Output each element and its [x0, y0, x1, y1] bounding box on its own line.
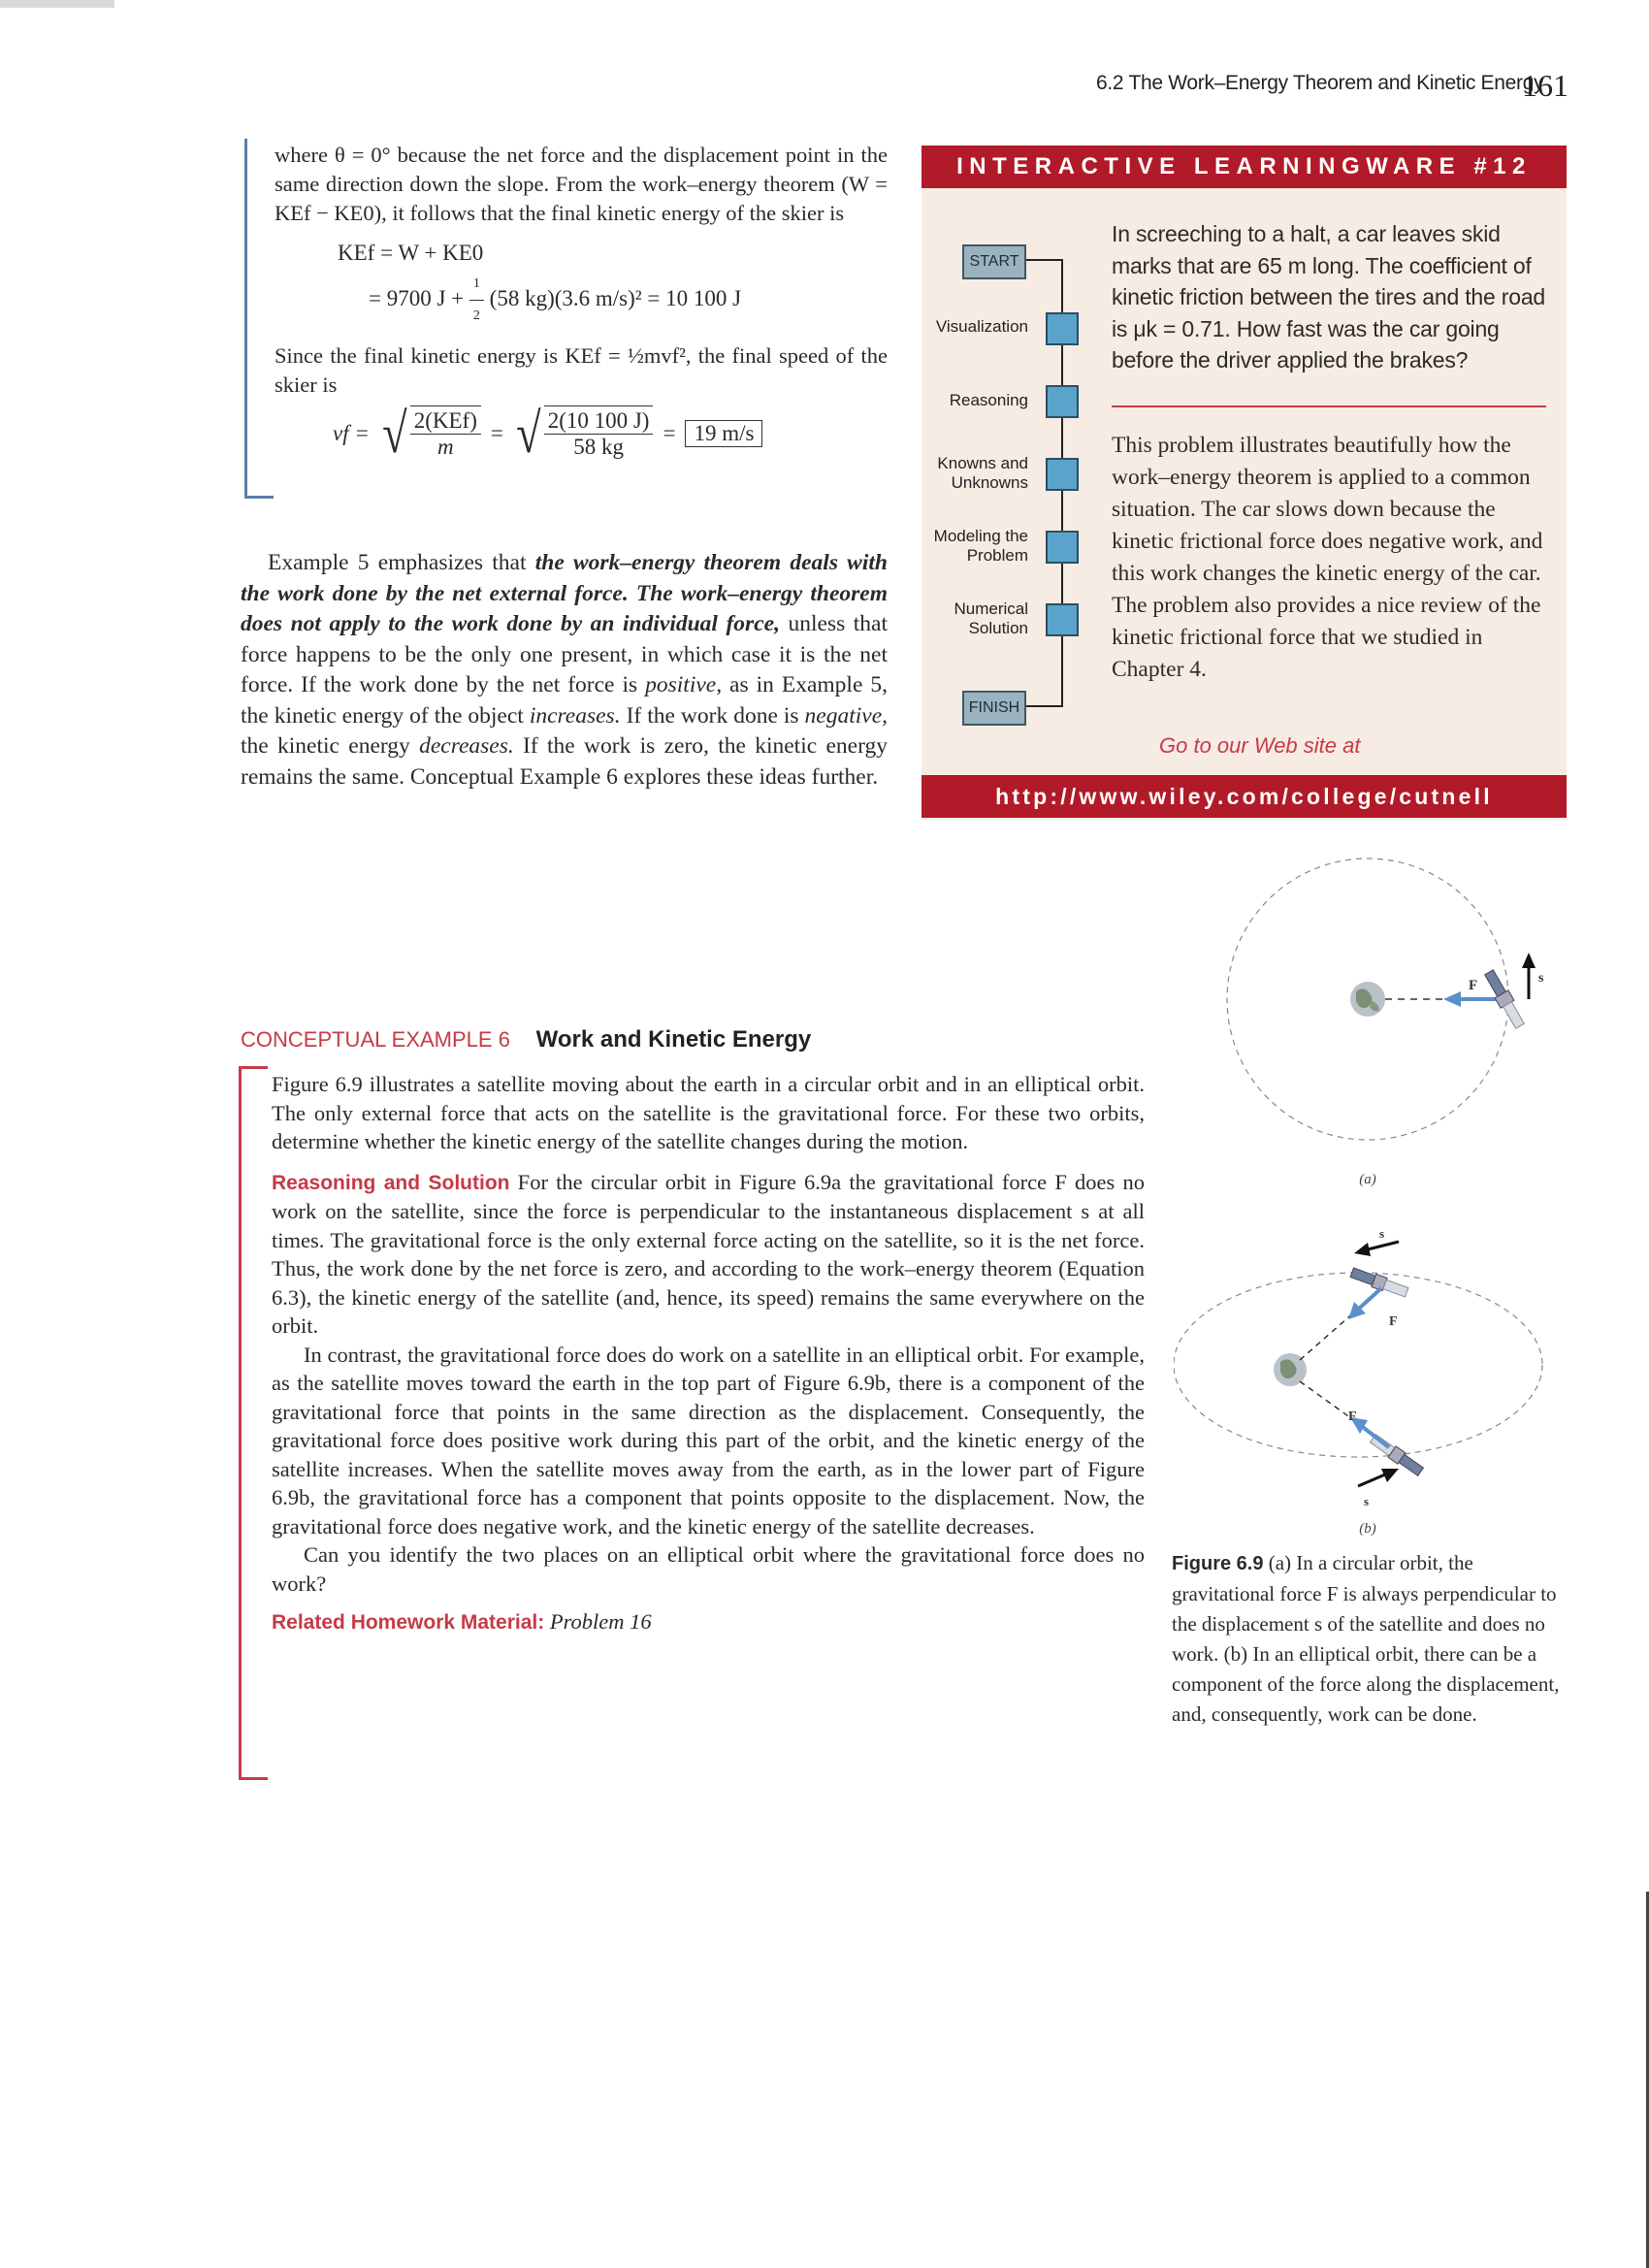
flow-label-knowns: Knowns and Unknowns — [937, 454, 1028, 492]
page-number: 161 — [1522, 68, 1568, 103]
flow-label-numerical: Numerical Solution — [954, 599, 1028, 637]
figure-caption-text: (a) In a circular orbit, the gravitational force F is always perpendicular to the displacement s of the satellite and does no work. (b) In an elliptical orbit, there can be a component of the force along the displacement, and, consequently, work can be done. — [1172, 1551, 1560, 1726]
example5-intro: where θ = 0° because the net force and the displacement point in the same direction down the slope. From the work–energy theorem (W = KEf − KE0), it follows that the final kinetic energy of the skier is — [275, 143, 888, 225]
sqrt-ke-over-m: √ $\frac{\text{2(KEf)}}{m}$ — [379, 405, 481, 462]
flow-step-modeling[interactable] — [1046, 531, 1079, 564]
force-label-top: F — [1389, 1314, 1398, 1329]
ilw-goto-text: Go to our Web site at — [1159, 733, 1361, 758]
follow-up-question: Can you identify the two places on an elliptical orbit where the gravitational force does no work? — [272, 1542, 1145, 1596]
example5-continuation — [275, 141, 888, 465]
figure-6-9b-elliptical-orbit — [1174, 1224, 1562, 1544]
scan-corner-mark — [0, 0, 114, 8]
displacement-label-top: s — [1379, 1226, 1385, 1241]
since-paragraph: Since the final kinetic energy is KEf = ½mvf², the final speed of the skier is — [275, 343, 888, 397]
related-homework — [272, 1607, 1145, 1637]
related-homework-problem: Problem 16 — [549, 1609, 652, 1634]
earth-icon — [1350, 982, 1385, 1017]
work-energy-summary: Example 5 emphasizes that the work–energy theorem deals with the work done by the net external force. The work–energy theorem does not apply to the work done by an individual force, unless that force happens to be the only one present, in which case it is the net force. If the work done by the net force is positive, as in Example 5, the kinetic energy of the object increases. If the work done is negative, the kinetic energy decreases. If the work is zero, the kinetic energy remains the same. Conceptual Example 6 explores these ideas further. — [241, 550, 889, 790]
displacement-arrow-bottom — [1358, 1469, 1399, 1486]
vf-label: vf = — [333, 421, 370, 445]
boxed-answer: 19 m/s — [685, 420, 762, 447]
problem-statement: Figure 6.9 illustrates a satellite moving about the earth in a circular orbit and in an elliptical orbit. The only external force that acts on the satellite is the gravitational force. For these two orbits, determine whether the kinetic energy of the satellite changes during the motion. — [272, 1072, 1145, 1153]
flow-step-visualization[interactable] — [1046, 312, 1079, 345]
satellite-icon-top — [1349, 1266, 1408, 1299]
displacement-label-bottom: s — [1364, 1494, 1370, 1508]
ke-equation-line1: KEf = W + KE0 — [338, 241, 484, 265]
flow-start[interactable]: START — [962, 244, 1026, 279]
example-bracket-top — [239, 1066, 268, 1069]
contrast-paragraph: In contrast, the gravitational force does do work on a satellite in an elliptical orbit. For example, as the satellite moves toward the earth in the top part of Figure 6.9b, there is a component of the gravitational force that points in the same direction as the displacement. Consequently, the gravitational force does positive work during this part of the orbit, and the kinetic energy of the satellite increases. When the satellite moves away from the earth, as in the lower part of Figure 6.9b, the gravitational force has a component that points opposite to the displacement. Now, the gravitational force does negative work, and the kinetic energy of the satellite decreases. — [272, 1342, 1145, 1539]
example-bracket-bottom — [239, 1777, 268, 1780]
conceptual-example-heading — [241, 1026, 811, 1053]
ilw-url-link[interactable]: http://www.wiley.com/college/cutnell — [922, 775, 1567, 818]
force-label-a: F — [1469, 978, 1478, 993]
flow-step-numerical[interactable] — [1046, 603, 1079, 636]
force-arrow-top — [1348, 1288, 1381, 1319]
ke-equation-line2: = 9700 J + $\frac{1}{2}$ (58 kg)(3.6 m/s)² = 10 100 J — [369, 269, 888, 332]
flow-step-knowns[interactable] — [1046, 458, 1079, 491]
related-homework-label: Related Homework Material: — [272, 1611, 545, 1634]
sqrt-numeric: √ $\frac{2(10 100 J)}{58 kg}$ — [513, 405, 654, 462]
figure-caption-label: Figure 6.9 — [1172, 1553, 1264, 1574]
displacement-arrow-a — [1522, 953, 1536, 999]
figure-label-a: (a) — [1359, 1172, 1376, 1187]
force-arrow-a — [1443, 991, 1502, 1007]
reasoning-label: Reasoning and Solution — [272, 1171, 510, 1194]
conceptual-example-title: Work and Kinetic Energy — [535, 1026, 812, 1053]
flow-finish[interactable]: FINISH — [962, 691, 1026, 726]
figure-6-9a-circular-orbit — [1211, 854, 1562, 1193]
flow-step-reasoning[interactable] — [1046, 385, 1079, 418]
ke-equation — [338, 238, 888, 332]
ilw-question: In screeching to a halt, a car leaves skid marks that are 65 m long. The coefficient of kinetic friction between the tires and the road is μk = 0.71. How fast was the car going before the driver applied the brakes? — [1112, 221, 1546, 373]
figure-6-9-caption — [1172, 1548, 1565, 1730]
running-header-title: 6.2 The Work–Energy Theorem and Kinetic Energy — [1096, 72, 1544, 94]
conceptual-example-label: CONCEPTUAL EXAMPLE 6 — [241, 1027, 510, 1052]
example-bracket — [239, 1066, 242, 1779]
example-foot-rule — [244, 496, 274, 499]
one-half: $\frac{1}{2}$ — [469, 269, 484, 332]
speed-equation: vf = √ $\frac{\text{2(KEf)}}{m}$ = √ $\frac{2(10 100 J)}{58 kg}$ = 19 m/s — [333, 405, 888, 462]
ilw-divider — [1112, 405, 1546, 407]
displacement-label-a: s — [1538, 971, 1544, 986]
ilw-description: This problem illustrates beautifully how the work–energy theorem is applied to a common situation. The car slows down because the kinetic frictional force does negative work, and this work changes the kinetic energy of the car. The problem also provides a nice review of the kinetic frictional force that we studied in Chapter 4. — [1112, 433, 1543, 682]
ilw-title: INTERACTIVE LEARNINGWARE #12 — [922, 146, 1567, 188]
conceptual-example-body — [272, 1070, 1145, 1637]
flow-label-reasoning: Reasoning — [949, 391, 1028, 409]
force-label-bottom: F — [1348, 1409, 1357, 1424]
example-side-rule — [244, 139, 247, 498]
figure-label-b: (b) — [1359, 1521, 1376, 1537]
flow-label-modeling: Modeling the Problem — [933, 527, 1028, 565]
displacement-arrow-top — [1354, 1242, 1399, 1256]
flow-label-visualization: Visualization — [935, 317, 1028, 336]
reasoning-paragraph: Reasoning and Solution For the circular orbit in Figure 6.9a the gravitational force F does no work on the satellite, since the force is perpendicular to the instantaneous displacement s at all times. The gravitational force is the only external force acting on the satellite, so it is the net force. Thus, the work done by the net force is zero, and according to the work–energy theorem (Equation 6.3), the kinetic energy of the satellite (and, hence, its speed) remains the same everywhere on the orbit. — [272, 1169, 1145, 1338]
interactive-learningware-panel — [922, 146, 1567, 820]
